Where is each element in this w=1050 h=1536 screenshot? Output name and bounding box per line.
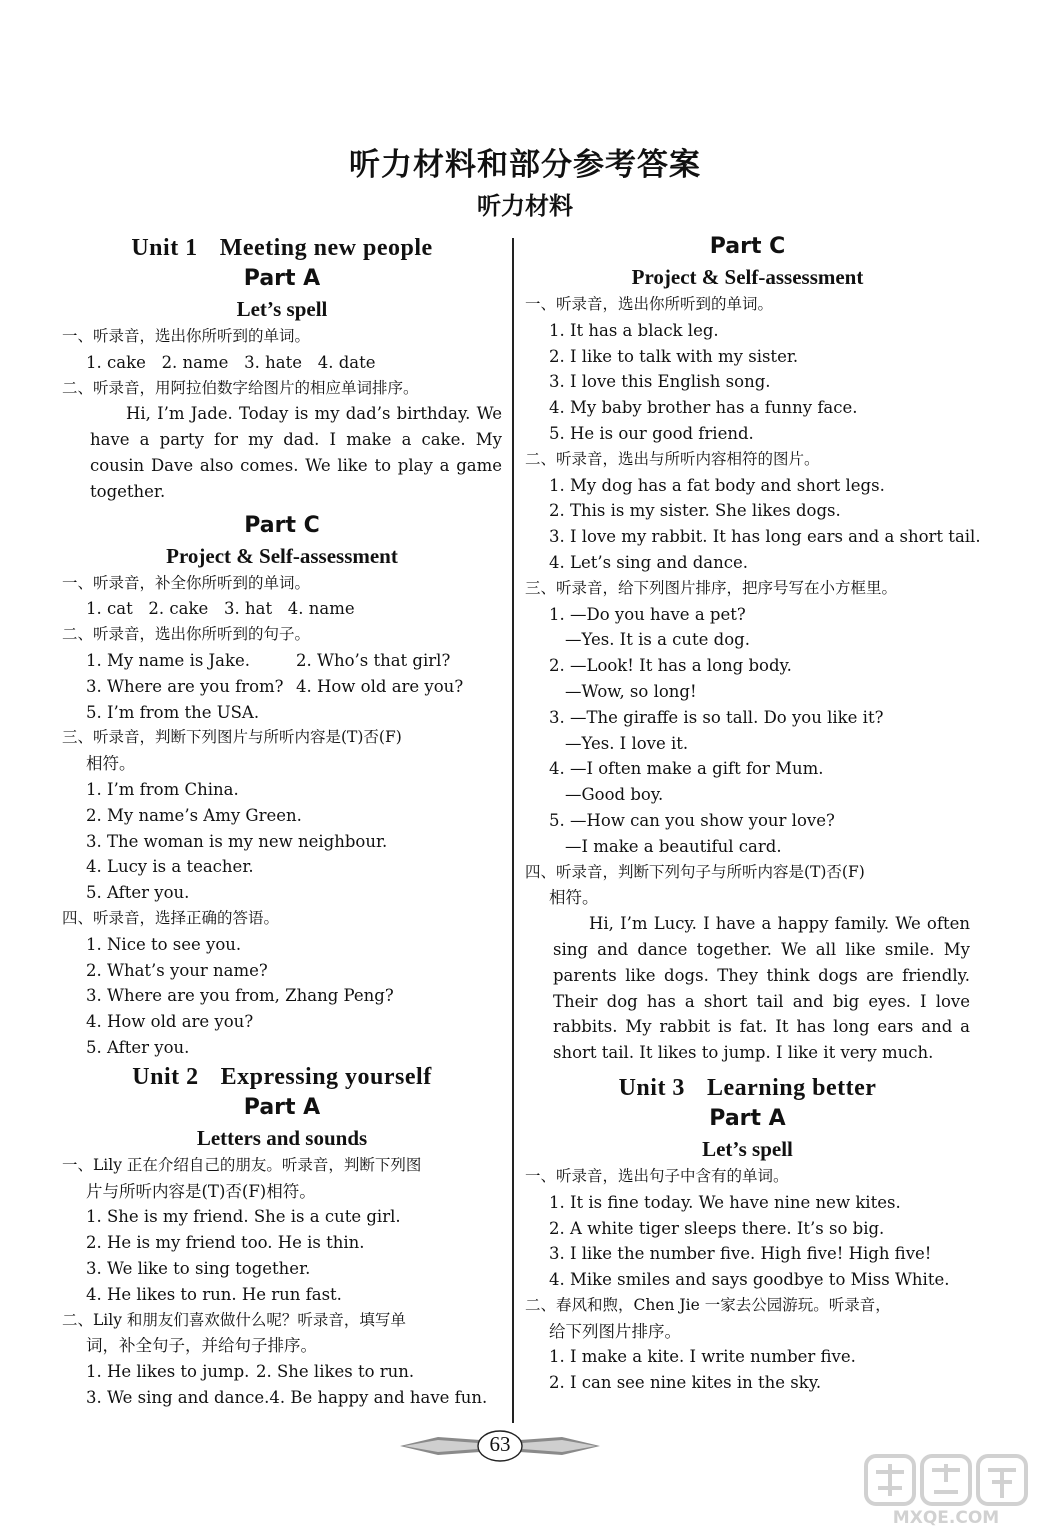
dialogue-reply: —I make a beautiful card.: [565, 836, 782, 856]
listening-passage: [525, 911, 970, 1066]
section-heading: Let’s spell: [702, 1136, 793, 1161]
section-heading: Letters and sounds: [196, 1125, 368, 1150]
list-item: 2. This is my sister. She likes dogs.: [549, 501, 841, 521]
list-item: 4. How old are you?: [86, 1012, 254, 1032]
passage-text: Hi, I’m Jade. Today is my dad’s birthday. We have a party for my dad. I make a cake. My cousin Dave also comes. We like to play a game together.: [90, 404, 502, 501]
list-item: 3. I love my rabbit. It has long ears and a short tail.: [549, 527, 981, 547]
list-item: 1. My dog has a fat body and short legs.: [549, 475, 885, 495]
list-item: 5. He is our good friend.: [549, 423, 754, 443]
list-item: 2. What’s your name?: [86, 960, 268, 980]
list-item: 4. Lucy is a teacher.: [86, 857, 254, 877]
list-item: 3. I like the number five. High five! High five!: [549, 1244, 932, 1264]
watermark-icon: [858, 1452, 1034, 1510]
section-heading: Let’s spell: [236, 297, 328, 321]
watermark-text: MXQE.COM: [892, 1508, 1000, 1528]
section-heading: Project & Self-assessment: [631, 265, 864, 289]
question-instruction: 二、春风和煦，Chen Jie 一家去公园游玩。听录音，: [525, 1295, 891, 1314]
dialogue-reply: —Good boy.: [565, 785, 664, 805]
column-divider: [512, 238, 514, 1423]
question-instruction: 二、听录音，用阿拉伯数字给图片的相应单词排序。: [62, 378, 419, 397]
watermark-logo: [858, 1452, 1034, 1532]
page-subtitle: 听力材料: [477, 192, 573, 220]
unit-title: Learning better: [706, 1074, 877, 1101]
page-title: 听力材料和部分参考答案: [349, 147, 701, 183]
dialogue-reply: —Yes. It is a cute dog.: [565, 630, 750, 650]
list-item: 1. I make a kite. I write number five.: [549, 1347, 856, 1367]
list-item: 3. Where are you from, Zhang Peng?: [86, 986, 394, 1006]
list-item: 1. I’m from China.: [86, 779, 239, 799]
passage-text: Hi, I’m Lucy. I have a happy family. We often sing and dance together. We all like smile. My parents like dogs. They think dogs are friendly. Their dog has a short tail and big eyes. I love rabbits. My rabbit is fat. It has long ears and a short tail. It likes to jump. I like it very much.: [553, 914, 970, 1063]
list-item: 2. I like to talk with my sister.: [549, 346, 799, 366]
question-instruction: 四、听录音，判断下列句子与所听内容是(T)否(F): [525, 862, 865, 881]
dialogue-line: 4. —I often make a gift for Mum.: [549, 759, 824, 779]
list-item: 1. Nice to see you.: [86, 934, 242, 954]
question-instruction: 一、听录音，选出你所听到的单词。: [62, 327, 311, 345]
list-item: 4. Let’s sing and dance.: [549, 552, 749, 572]
list-item: 4. Mike smiles and says goodbye to Miss White.: [549, 1270, 950, 1290]
unit-3-heading: [525, 1072, 970, 1104]
list-item: 4. My baby brother has a funny face.: [549, 398, 858, 418]
sentence: 4. Be happy and have fun.: [269, 1387, 488, 1407]
sentence: 3. Where are you from?: [86, 676, 284, 696]
part-heading: Part C: [709, 234, 786, 259]
list-item: 3. I love this English song.: [549, 372, 771, 392]
list-item: 1. It is fine today. We have nine new kites.: [549, 1192, 901, 1212]
list-item: 3. The woman is my new neighbour.: [86, 831, 388, 851]
question-instruction: 三、听录音，判断下列图片与所听内容是(T)否(F): [62, 728, 402, 747]
sentence: 2. She likes to run.: [256, 1362, 415, 1382]
dialogue-line: 1. —Do you have a pet?: [549, 604, 746, 624]
sentence-pair: [62, 1359, 502, 1385]
dialogue-line: 2. —Look! It has a long body.: [549, 656, 792, 676]
sentence: 4. How old are you?: [296, 676, 464, 696]
left-column: [62, 232, 502, 1411]
section-heading: Project & Self-assessment: [166, 543, 398, 568]
unit-title: Expressing yourself: [220, 1063, 432, 1090]
question-instruction-cont: 词，补全句子，并给句子排序。: [86, 1336, 317, 1356]
list-item: 2. A white tiger sleeps there. It’s so big.: [549, 1218, 885, 1238]
question-instruction-cont: 相符。: [549, 888, 599, 908]
page-number: 63: [489, 1432, 511, 1456]
listening-passage: [62, 401, 502, 504]
dialogue-reply: —Wow, so long!: [565, 681, 697, 701]
question-instruction-cont: 片与所听内容是(T)否(F)相符。: [86, 1181, 316, 1201]
part-heading: Part C: [244, 512, 320, 538]
list-item: 4. He likes to run. He run fast.: [86, 1284, 342, 1304]
dialogue-line: 5. —How can you show your love?: [549, 810, 835, 830]
right-column: [525, 232, 981, 1396]
unit-number: Unit 1: [131, 235, 198, 261]
list-item: 1. She is my friend. She is a cute girl.: [86, 1207, 401, 1227]
sentence: 5. I’m from the USA.: [86, 702, 260, 722]
unit-number: Unit 3: [618, 1074, 685, 1101]
sentence: 1. My name is Jake.: [86, 650, 251, 670]
sentence: 2. Who’s that girl?: [296, 650, 451, 670]
question-instruction-cont: 给下列图片排序。: [549, 1321, 681, 1341]
question-instruction: 一、听录音，选出句子中含有的单词。: [525, 1166, 789, 1185]
list-item: 2. My name’s Amy Green.: [86, 805, 302, 825]
list-item: 2. I can see nine kites in the sky.: [549, 1373, 822, 1393]
part-heading: Part A: [243, 266, 321, 291]
question-instruction: 二、听录音，选出与所听内容相符的图片。: [525, 449, 820, 468]
sentence-pair: [62, 674, 502, 700]
question-instruction: 四、听录音，选择正确的答语。: [62, 908, 280, 927]
question-instruction: 一、Lily 正在介绍自己的朋友。听录音，判断下列图: [62, 1155, 422, 1174]
unit-1-heading: [62, 232, 502, 264]
sentence-pair: [62, 648, 502, 674]
question-instruction-cont: 相符。: [86, 754, 136, 774]
word-list: 1. cake 2. name 3. hate 4. date: [86, 352, 376, 372]
sentence: 3. We sing and dance.: [86, 1387, 270, 1407]
word-list: 1. cat 2. cake 3. hat 4. name: [86, 599, 355, 619]
list-item: 5. After you.: [86, 883, 190, 903]
list-item: 1. It has a black leg.: [549, 320, 719, 340]
part-heading: Part A: [709, 1105, 786, 1131]
question-instruction: 二、听录音，选出你所听到的句子。: [62, 625, 311, 644]
unit-2-heading: [62, 1061, 502, 1093]
question-instruction: 一、听录音，选出你所听到的单词。: [525, 295, 774, 313]
question-instruction: 三、听录音，给下列图片排序，把序号写在小方框里。: [525, 578, 898, 597]
list-item: 3. We like to sing together.: [86, 1258, 311, 1278]
part-heading: Part A: [243, 1094, 321, 1120]
question-instruction: 二、Lily 和朋友们喜欢做什么呢？听录音，填写单: [62, 1310, 406, 1329]
list-item: 5. After you.: [86, 1037, 190, 1057]
list-item: 2. He is my friend too. He is thin.: [86, 1233, 365, 1253]
unit-number: Unit 2: [132, 1063, 199, 1090]
dialogue-reply: —Yes. I love it.: [565, 733, 689, 753]
unit-title: Meeting new people: [219, 235, 433, 261]
sentence-pair: [62, 1385, 502, 1411]
question-instruction: 一、听录音，补全你所听到的单词。: [62, 573, 311, 592]
dialogue-line: 3. —The giraffe is so tall. Do you like it?: [549, 707, 884, 727]
sentence: 1. He likes to jump.: [86, 1362, 250, 1382]
